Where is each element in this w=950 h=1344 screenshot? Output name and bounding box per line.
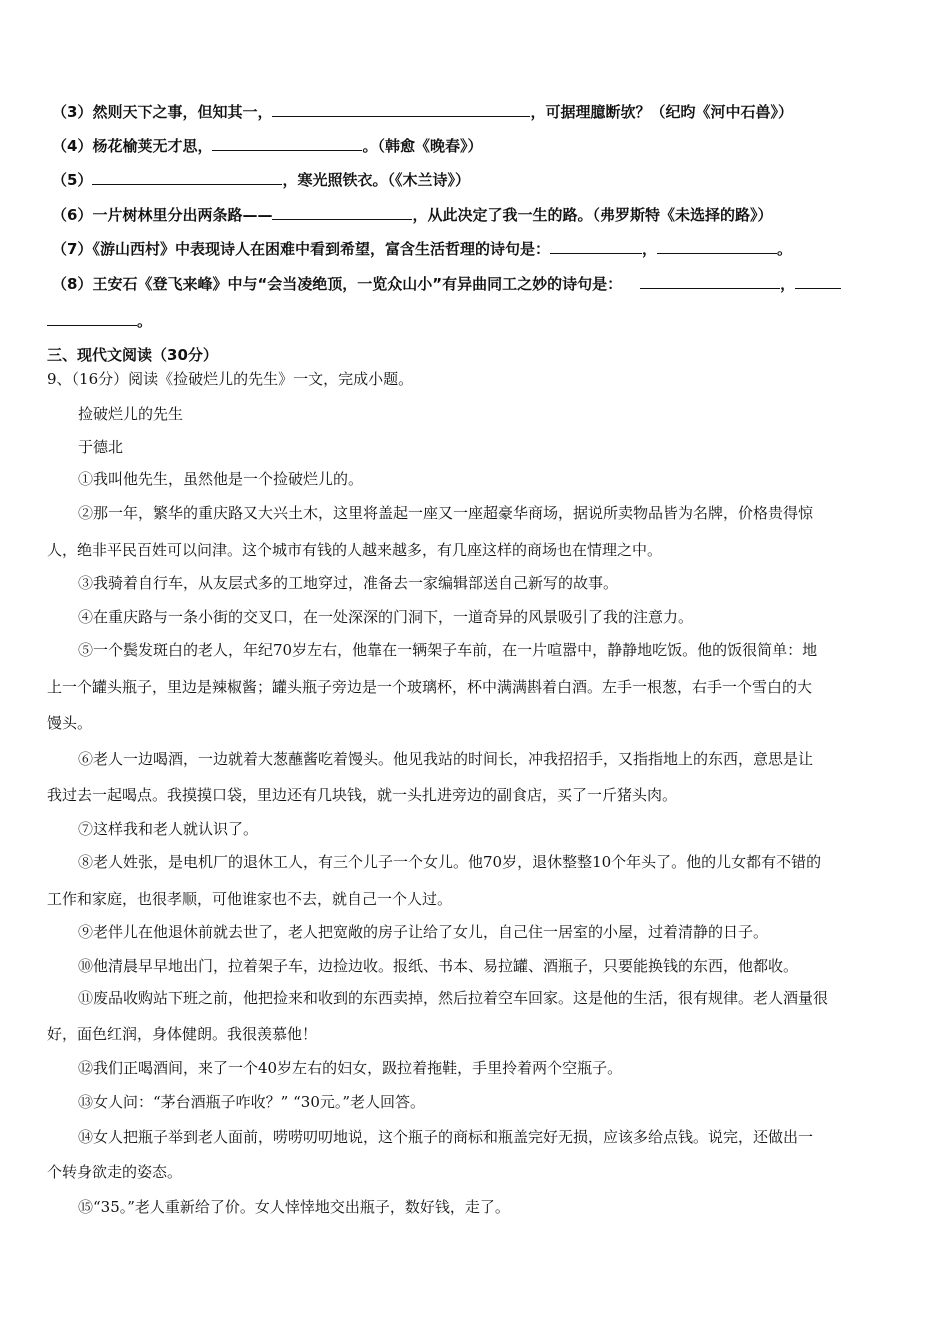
item-suffix: ，寒光照铁衣。（《木兰诗》） — [282, 171, 470, 189]
answer-blank-1[interactable] — [550, 239, 642, 254]
answer-blank[interactable] — [272, 102, 530, 117]
fill-blank-4 — [52, 136, 482, 156]
paragraph-2-line-2: 人，绝非平民百姓可以问津。这个城市有钱的人越来越多，有几座这样的商场也在情理之中。 — [47, 541, 663, 559]
paragraph-15: ⑮“35。”老人重新给了价。女人悻悻地交出瓶子，数好钱，走了。 — [78, 1198, 510, 1216]
item-number: （4） — [52, 137, 93, 155]
answer-blank-2[interactable] — [795, 274, 841, 289]
answer-blank[interactable] — [92, 170, 282, 185]
answer-blank-1[interactable] — [640, 274, 780, 289]
item-number: （8） — [52, 275, 93, 293]
paragraph-5-line-3: 馒头。 — [47, 714, 93, 732]
paragraph-3: ③我骑着自行车，从友层式多的工地穿过，准备去一家编辑部送自己新写的故事。 — [78, 574, 619, 592]
item-suffix: 。（韩愈《晚春》） — [362, 137, 483, 155]
paragraph-5-line-2: 上一个罐头瓶子，里边是辣椒酱；罐头瓶子旁边是一个玻璃杯，杯中满满斟着白酒。左手一根葱，右手一个雪白的大 — [47, 678, 813, 696]
paragraph-5-line-1: ⑤一个鬓发斑白的老人，年纪70岁左右，他靠在一辆架子车前，在一片喧嚣中，静静地吃饭。他的饭很简单：地 — [78, 641, 818, 659]
item-number: （3） — [52, 103, 93, 121]
item-prefix: 一片树林里分出两条路—— — [92, 206, 273, 224]
paragraph-6-line-1: ⑥老人一边喝酒，一边就着大葱蘸酱吃着馒头。他见我站的时间长，冲我招招手，又指指地上的东西，意思是让 — [78, 750, 814, 768]
fill-blank-6 — [52, 205, 772, 225]
paragraph-9: ⑨老伴儿在他退休前就去世了，老人把宽敞的房子让给了女儿，自己住一居室的小屋，过着清静的日子。 — [78, 923, 769, 941]
item-prefix: 《游山西村》中表现诗人在困难中看到希望，富含生活哲理的诗句是： — [92, 240, 550, 258]
fill-blank-7 — [52, 239, 792, 259]
article-title: 捡破烂儿的先生 — [78, 405, 184, 423]
item-number: （5） — [52, 171, 93, 189]
paragraph-2-line-1: ②那一年，繁华的重庆路又大兴土木，这里将盖起一座又一座超豪华商场，据说所卖物品皆为名牌，价格贵得惊 — [78, 504, 814, 522]
item-suffix: 。 — [137, 312, 153, 330]
fill-blank-5 — [52, 170, 470, 190]
section-heading: 三、现代文阅读（30分） — [47, 346, 218, 364]
article-author: 于德北 — [78, 438, 124, 456]
answer-blank-2[interactable] — [657, 239, 777, 254]
paragraph-10: ⑩他清晨早早地出门，拉着架子车，边捡边收。报纸、书本、易拉罐、酒瓶子，只要能换钱的东西，他都收。 — [78, 957, 799, 975]
item-separator: ， — [641, 240, 657, 258]
paragraph-13: ⑬女人问：“茅台酒瓶子咋收？” “30元。”老人回答。 — [78, 1093, 426, 1111]
paragraph-8-line-2: 工作和家庭，也很孝顺，可他谁家也不去，就自己一个人过。 — [47, 890, 453, 908]
answer-blank-2-continued[interactable] — [47, 311, 137, 326]
paragraph-11-line-2: 好，面色红润，身体健朗。我很羡慕他！ — [47, 1025, 318, 1043]
question-prompt: 9、（16分）阅读《捡破烂儿的先生》一文，完成小题。 — [47, 370, 414, 388]
paragraph-14-line-1: ⑭女人把瓶子举到老人面前，唠唠叨叨地说，这个瓶子的商标和瓶盖完好无损，应该多给点钱。说完，还做出一 — [78, 1128, 814, 1146]
paragraph-8-line-1: ⑧老人姓张，是电机厂的退休工人，有三个儿子一个女儿。他70岁，退休整整10个年头了。他的儿女都有不错的 — [78, 853, 822, 871]
item-prefix: 王安石《登飞来峰》中与“会当凌绝顶，一览众山小”有异曲同工之妙的诗句是： — [92, 275, 623, 293]
answer-blank[interactable] — [212, 136, 362, 151]
paragraph-12: ⑫我们正喝酒间，来了一个40岁左右的妇女，趿拉着拖鞋，手里拎着两个空瓶子。 — [78, 1059, 623, 1077]
paragraph-4: ④在重庆路与一条小街的交叉口，在一处深深的门洞下，一道奇异的风景吸引了我的注意力。 — [78, 608, 694, 626]
item-suffix: 。 — [776, 240, 792, 258]
paragraph-11-line-1: ⑪废品收购站下班之前，他把捡来和收到的东西卖掉，然后拉着空车回家。这是他的生活，很有规律。老人酒量很 — [78, 989, 829, 1007]
item-prefix: 杨花榆荚无才思， — [92, 137, 213, 155]
paragraph-1: ①我叫他先生，虽然他是一个捡破烂儿的。 — [78, 470, 364, 488]
item-separator: ， — [780, 275, 796, 293]
fill-blank-3 — [52, 102, 793, 122]
item-suffix: ，从此决定了我一生的路。（弗罗斯特《未选择的路》） — [412, 206, 773, 224]
item-number: （7） — [52, 240, 93, 258]
item-suffix: ，可据理臆断欤？（纪昀《河中石兽》） — [530, 103, 793, 121]
paragraph-6-line-2: 我过去一起喝点。我摸摸口袋，里边还有几块钱，就一头扎进旁边的副食店，买了一斤猪头肉。 — [47, 786, 678, 804]
answer-blank[interactable] — [272, 205, 412, 220]
paragraph-14-line-2: 个转身欲走的姿态。 — [47, 1163, 183, 1181]
item-number: （6） — [52, 206, 93, 224]
item-prefix: 然则天下之事，但知其一， — [92, 103, 273, 121]
fill-blank-8-continued — [47, 311, 152, 331]
fill-blank-8 — [52, 274, 841, 294]
paragraph-7: ⑦这样我和老人就认识了。 — [78, 820, 259, 838]
